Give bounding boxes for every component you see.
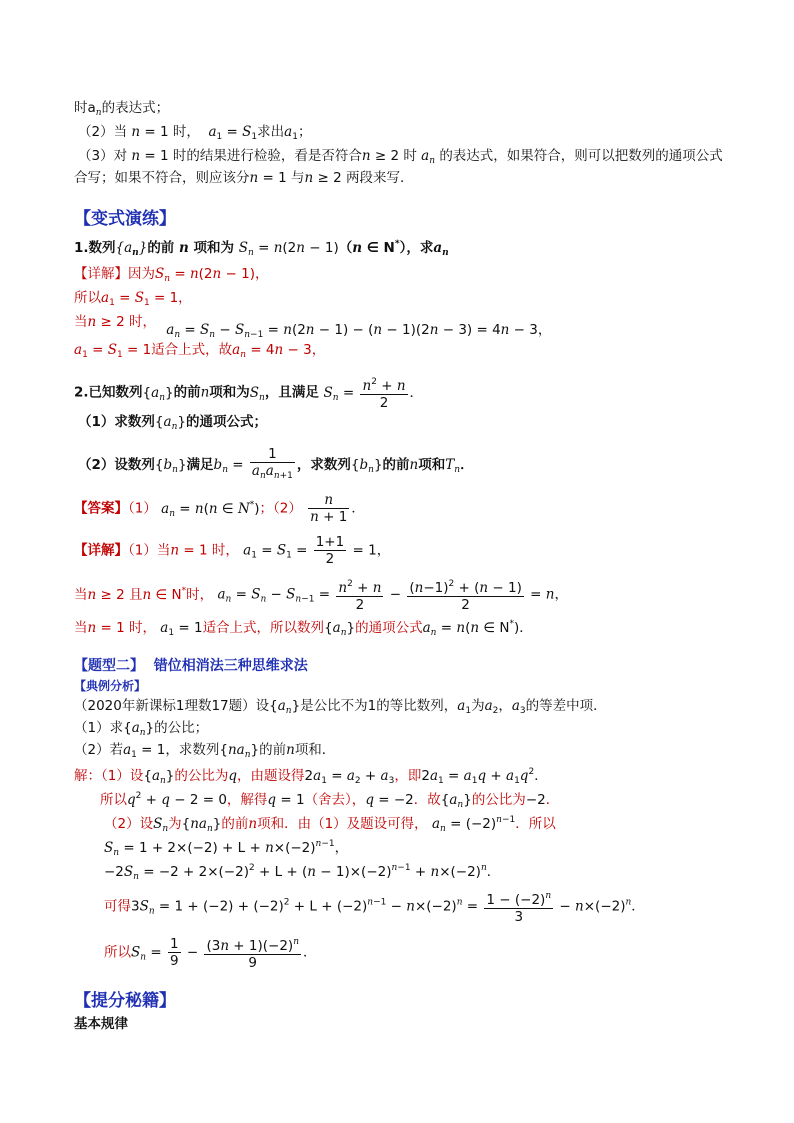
intro-line-3: （3）对 n = 1 时的结果进行检验，看是否符合n ≥ 2 时 $a_n$ 的表达式，如果符合，则可以把数列的通项公式 <box>78 148 723 166</box>
example-1-line-3: 当n ≥ 2 时， $a_n = S_n - S_{n-1} = n(2n - 1) - (n - 1)(2n - 3) = 4n - 3$， <box>74 314 552 340</box>
example-1-detail: 【详解】因为$S_n = n(2n - 1)$， <box>74 266 269 284</box>
type2-q2: （2）若$a_1 = 1$，求数列$\{na_n\}$的前n项和． <box>74 742 336 760</box>
detail-tag: 【详解】 <box>74 266 128 282</box>
detail-tag: 【详解】 <box>74 542 128 559</box>
example-2-q1: （1）求数列$\{a_n\}$的通项公式； <box>78 414 267 432</box>
type2-solution-1: 解：（1）设$\{a_n\}$的公比为q，由题设得$2a_1 = a_2 + a_3$，即$2a_1 = a_1q + a_1q^2$． <box>74 767 548 786</box>
section-heading-type2: 【题型二】 错位相消法三种思维求法 <box>74 658 308 674</box>
example-2-answer: 【答案】（1） $a_n = n(n$ ∈ N*)；（2） $\frac{n}{n + 1}$ ． <box>74 492 365 525</box>
example-2-problem: 2.已知数列$\{a_n\}$的前n项和为$S_n$，且满足 $S_n$ = $\frac{n^2 + n}{2}$ ． <box>74 374 423 411</box>
example-1-line-2: 所以$a_1 = S_1 = 1$， <box>74 290 192 308</box>
example-1-problem: 1.数列$\{a_n\}$的前 n 项和为 $S_n = n(2n - 1)(n$ ∈ N*），求$a_n$ <box>74 239 449 258</box>
example-1-line-4: $a_1 = S_1 = 1$适合上式，故$a_n = 4n - 3$， <box>74 342 326 360</box>
type2-solution-3: （2）设$S_n$为$\{na_n\}$的前n项和．由（1）及题设可得， $a_n = (-2)^{n-1}$．所以 <box>104 815 556 834</box>
section-heading-tips: 【提分秘籍】 <box>74 991 176 1011</box>
example-2-q2: （2）设数列$\{b_n\}$满足$b_n$ = $\frac{1}{a_na_{n+1}}$ ，求数列$\{b_n\}$的前n项和$T_n$． <box>78 446 474 481</box>
intro-line-1: 时$a_n$的表达式； <box>74 100 170 118</box>
type2-q1: （1）求$\{a_n\}$的公比； <box>74 720 209 738</box>
type2-equation-4: 所以$S_n$ = $\frac{1}{9}$ − $\frac{(3n + 1)(-2)^n}{9}$ ． <box>104 936 317 971</box>
type2-problem: （2020年新课标1理数17题）设$\{a_n\}$是公比不为1的等比数列，$a_1$为$a_2$，$a_3$的等差中项． <box>74 698 607 716</box>
intro-line-2: （2）当 n = 1 时， $a_1 = S_1$求出$a_1$； <box>78 124 312 142</box>
type2-solution-2: 所以$q^2 + q - 2 = 0$，解得q = 1（舍去），q = −2．故$\{a_n\}$的公比为−2． <box>100 791 560 810</box>
example-2-detail: 【详解】（1）当n = 1 时， $a_1 = S_1$ = $\frac{1+1}{2}$ = 1， <box>74 534 391 567</box>
answer-tag: 【答案】 <box>74 500 128 517</box>
example-2-line-2: 当n ≥ 2 且n ∈ N*时， $a_n = S_n - S_{n-1}$ = $\frac{n^2 + n}{2}$ − $\frac{(n-1)^2 + (n - 1)}{2}$ = n， <box>74 576 568 613</box>
intro-line-4: 合写；如果不符合，则应该分n = 1 与n ≥ 2 两段来写． <box>74 170 414 186</box>
example-2-line-3: 当n = 1 时， $a_1 = 1$适合上式，所以数列$\{a_n\}$的通项公式$a_n = n(n$ ∈ N*)． <box>74 619 533 638</box>
analysis-label: 【典例分析】 <box>74 679 147 693</box>
basic-rule-label: 基本规律 <box>74 1016 128 1032</box>
type2-equation-2: $-2S_n = -2 + 2\times(-2)^2 + L + (n - 1)\times(-2)^{n-1} + n\times(-2)^n$． <box>104 863 501 882</box>
type2-equation-1: $S_n = 1 + 2\times(-2) + L + n\times(-2)^{n-1}$， <box>104 839 349 858</box>
type2-equation-3: 可得$3S_n = 1 + (-2) + (-2)^2 + L + (-2)^{n-1} - n\times(-2)^n$ = $\frac{1 - (-2)^n}{3}$ − $n\times(-2)^n$． <box>104 888 645 925</box>
section-heading-variants: 【变式演练】 <box>74 209 176 229</box>
